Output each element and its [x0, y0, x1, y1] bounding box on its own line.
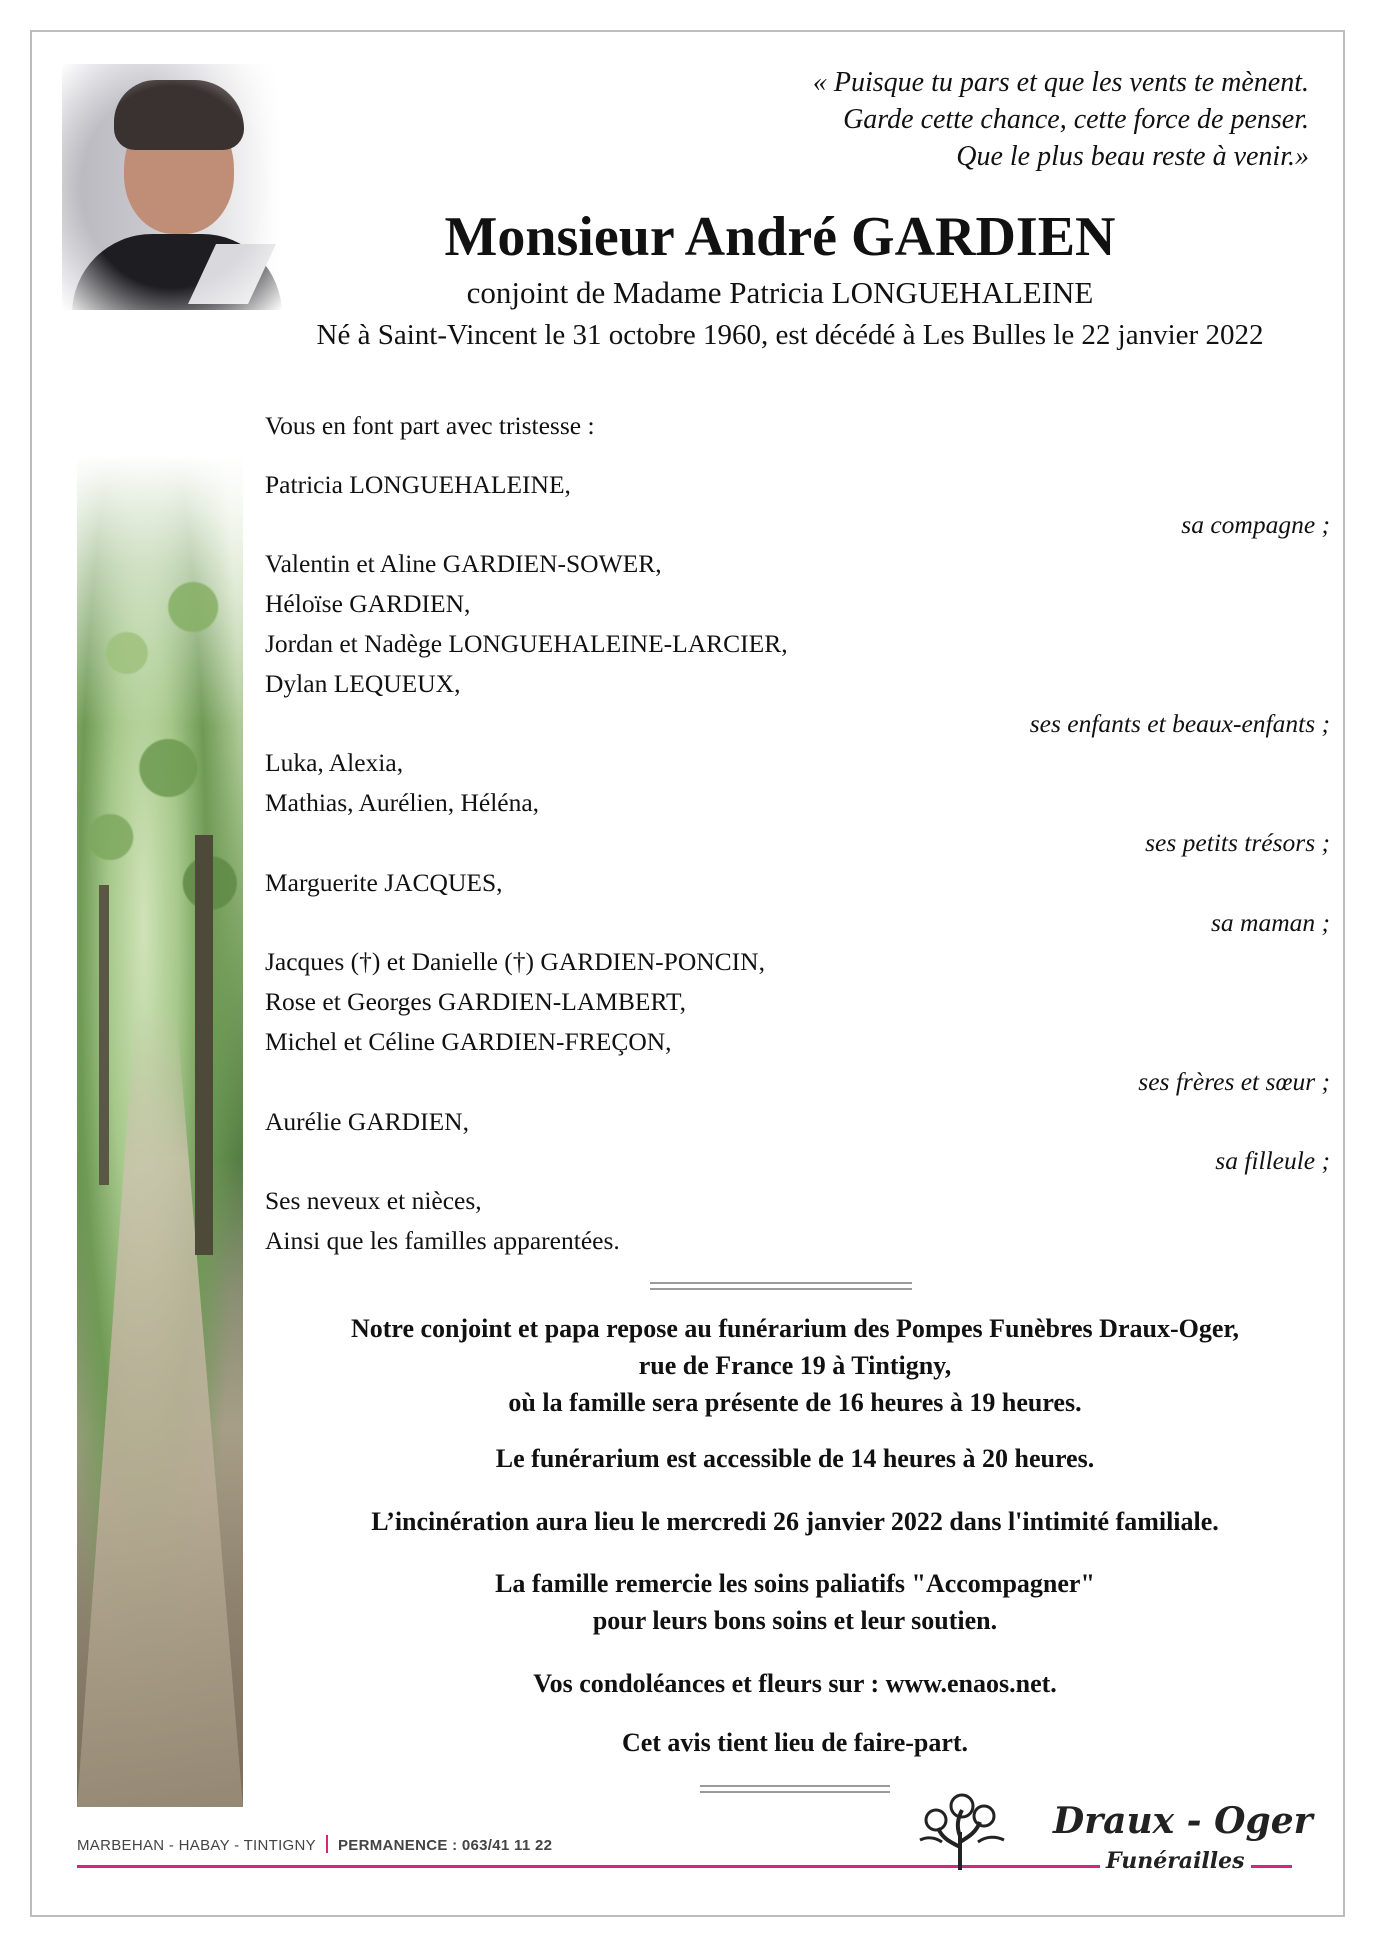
- info-line: Vos condoléances et fleurs sur : www.enaos.net.: [533, 1669, 1057, 1698]
- info-line: Cet avis tient lieu de faire-part.: [621, 1728, 969, 1757]
- family-member: Aurélie GARDIEN,: [265, 1106, 469, 1136]
- family-member: Rose et Georges GARDIEN-LAMBERT,: [265, 987, 687, 1017]
- footer-locations: MARBEHAN - HABAY - TINTIGNY: [77, 1837, 316, 1854]
- divider: [650, 1282, 912, 1290]
- brand-name: Draux - Oger: [1053, 1800, 1313, 1842]
- family-closing: Ses neveux et nièces,: [265, 1186, 482, 1216]
- family-member: Jordan et Nadège LONGUEHALEINE-LARCIER,: [265, 628, 788, 658]
- info-line: L’incinération aura lieu le mercredi 26 janvier 2022 dans l'intimité familiale.: [371, 1507, 1219, 1536]
- portrait-photo: [62, 64, 282, 310]
- family-relation: ses frères et sœur ;: [1138, 1066, 1330, 1096]
- info-line: rue de France 19 à Tintigny,: [638, 1351, 952, 1380]
- footer-contact: [77, 1835, 552, 1854]
- access-info: [230, 1440, 1360, 1477]
- deceased-name: Monsieur André GARDIEN: [444, 206, 1116, 268]
- family-member: Jacques (†) et Danielle (†) GARDIEN-PONCIN,: [265, 947, 765, 977]
- family-member: Marguerite JACQUES,: [265, 867, 503, 897]
- family-relation: sa compagne ;: [1181, 509, 1330, 539]
- family-relation: ses petits trésors ;: [1145, 827, 1330, 857]
- thanks-info: [230, 1565, 1360, 1639]
- family-member: Patricia LONGUEHALEINE,: [265, 469, 571, 499]
- info-line: Notre conjoint et papa repose au funérarium des Pompes Funèbres Draux-Oger,: [350, 1314, 1240, 1343]
- divider: [700, 1785, 890, 1793]
- notice-info: [230, 1724, 1360, 1761]
- funerarium-info: [230, 1310, 1360, 1421]
- tree-logo-icon: [910, 1792, 1010, 1872]
- quote: [609, 64, 1309, 175]
- info-line: pour leurs bons soins et leur soutien.: [592, 1606, 998, 1635]
- incineration-info: [230, 1503, 1360, 1540]
- brand-subtitle: Funérailles: [1100, 1848, 1251, 1874]
- family-member: Michel et Céline GARDIEN-FREÇON,: [265, 1026, 672, 1056]
- quote-line: Que le plus beau reste à venir.»: [956, 141, 1309, 172]
- spouse-line: conjoint de Madame Patricia LONGUEHALEINE: [466, 275, 1094, 310]
- footer-permanence: PERMANENCE : 063/41 11 22: [337, 1837, 553, 1854]
- family-member: Luka, Alexia,: [265, 748, 404, 778]
- birth-death-line: Né à Saint-Vincent le 31 octobre 1960, est décédé à Les Bulles le 22 janvier 2022: [316, 319, 1264, 351]
- info-line: Le funérarium est accessible de 14 heures à 20 heures.: [495, 1444, 1095, 1473]
- quote-line: Garde cette chance, cette force de penser.: [843, 104, 1309, 135]
- info-line: où la famille sera présente de 16 heures à 19 heures.: [508, 1388, 1082, 1417]
- condolences-info: [230, 1665, 1360, 1702]
- family-relation: ses enfants et beaux-enfants ;: [1029, 708, 1330, 738]
- family-list: [265, 406, 1335, 1261]
- family-relation: sa maman ;: [1211, 907, 1330, 937]
- info-line: La famille remercie les soins paliatifs "Accompagner": [495, 1569, 1095, 1598]
- quote-line: « Puisque tu pars et que les vents te mènent.: [812, 67, 1309, 98]
- family-member: Mathias, Aurélien, Héléna,: [265, 788, 540, 818]
- family-closing: Ainsi que les familles apparentées.: [265, 1225, 620, 1255]
- family-relation: sa filleule ;: [1215, 1146, 1330, 1176]
- family-member: Valentin et Aline GARDIEN-SOWER,: [265, 549, 662, 579]
- footer-separator: [326, 1835, 328, 1853]
- forest-path-image: [77, 455, 243, 1807]
- family-intro: Vous en font part avec tristesse :: [265, 411, 595, 440]
- family-member: Héloïse GARDIEN,: [265, 589, 471, 619]
- family-member: Dylan LEQUEUX,: [265, 668, 461, 698]
